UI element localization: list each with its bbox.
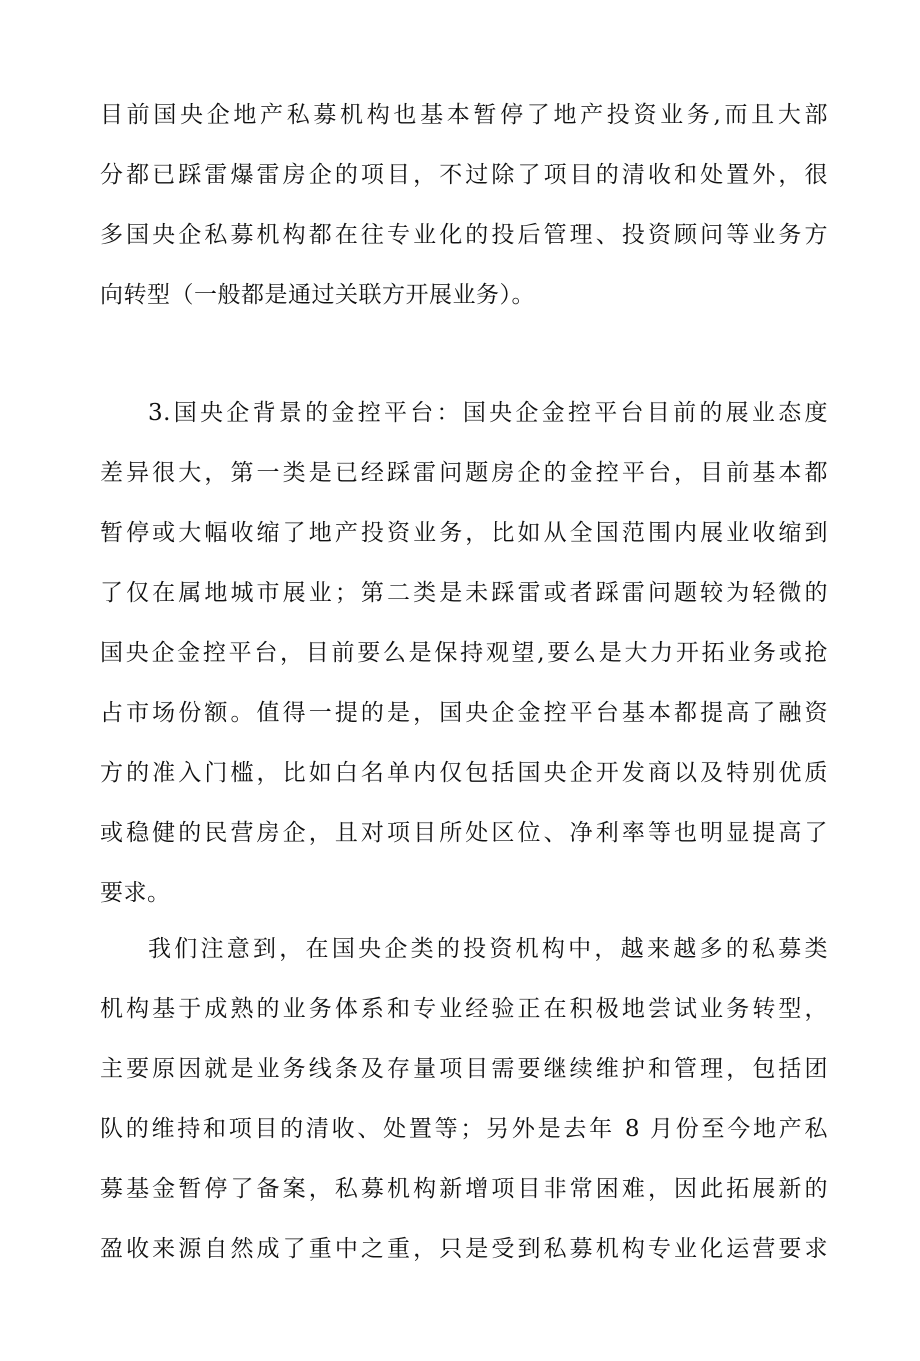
paragraph-private-equity [100,85,828,325]
paragraph-line: 机构基于成熟的业务体系和专业经验正在积极地尝试业务转型， [100,996,828,1022]
paragraph-line: 国央企金控平台，目前要么是保持观望,要么是大力开拓业务或抢 [100,640,828,666]
paragraph-observation [100,919,828,1279]
paragraph-line: 差异很大，第一类是已经踩雷问题房企的金控平台，目前基本都 [100,460,828,486]
paragraph-line: 要求。 [100,880,171,906]
paragraph-financial-holding-platform [100,383,828,923]
paragraph-line: 盈收来源自然成了重中之重，只是受到私募机构专业化运营要求 [100,1236,828,1262]
paragraph-line: 向转型（一般都是通过关联方开展业务）。 [100,282,535,308]
paragraph-line: 多国央企私募机构都在往专业化的投后管理、投资顾问等业务方 [100,222,828,248]
paragraph-line: 方的准入门槛，比如白名单内仅包括国央企开发商以及特别优质 [100,760,828,786]
paragraph-line: 我们注意到，在国央企类的投资机构中，越来越多的私募类 [148,936,828,962]
paragraph-line: 分都已踩雷爆雷房企的项目，不过除了项目的清收和处置外，很 [100,162,828,188]
paragraph-line: 了仅在属地城市展业；第二类是未踩雷或者踩雷问题较为轻微的 [100,580,828,606]
paragraph-line: 目前国央企地产私募机构也基本暂停了地产投资业务,而且大部 [100,102,828,128]
paragraph-line: 募基金暂停了备案，私募机构新增项目非常困难，因此拓展新的 [100,1176,828,1202]
paragraph-line: 或稳健的民营房企，且对项目所处区位、净利率等也明显提高了 [100,820,828,846]
paragraph-line: 队的维持和项目的清收、处置等；另外是去年 8 月份至今地产私 [100,1116,828,1142]
paragraph-line: 暂停或大幅收缩了地产投资业务，比如从全国范围内展业收缩到 [100,520,828,546]
paragraph-line: 占市场份额。值得一提的是，国央企金控平台基本都提高了融资 [100,700,828,726]
paragraph-line: 主要原因就是业务线条及存量项目需要继续维护和管理，包括团 [100,1056,828,1082]
paragraph-line: 3.国央企背景的金控平台：国央企金控平台目前的展业态度 [148,400,828,426]
